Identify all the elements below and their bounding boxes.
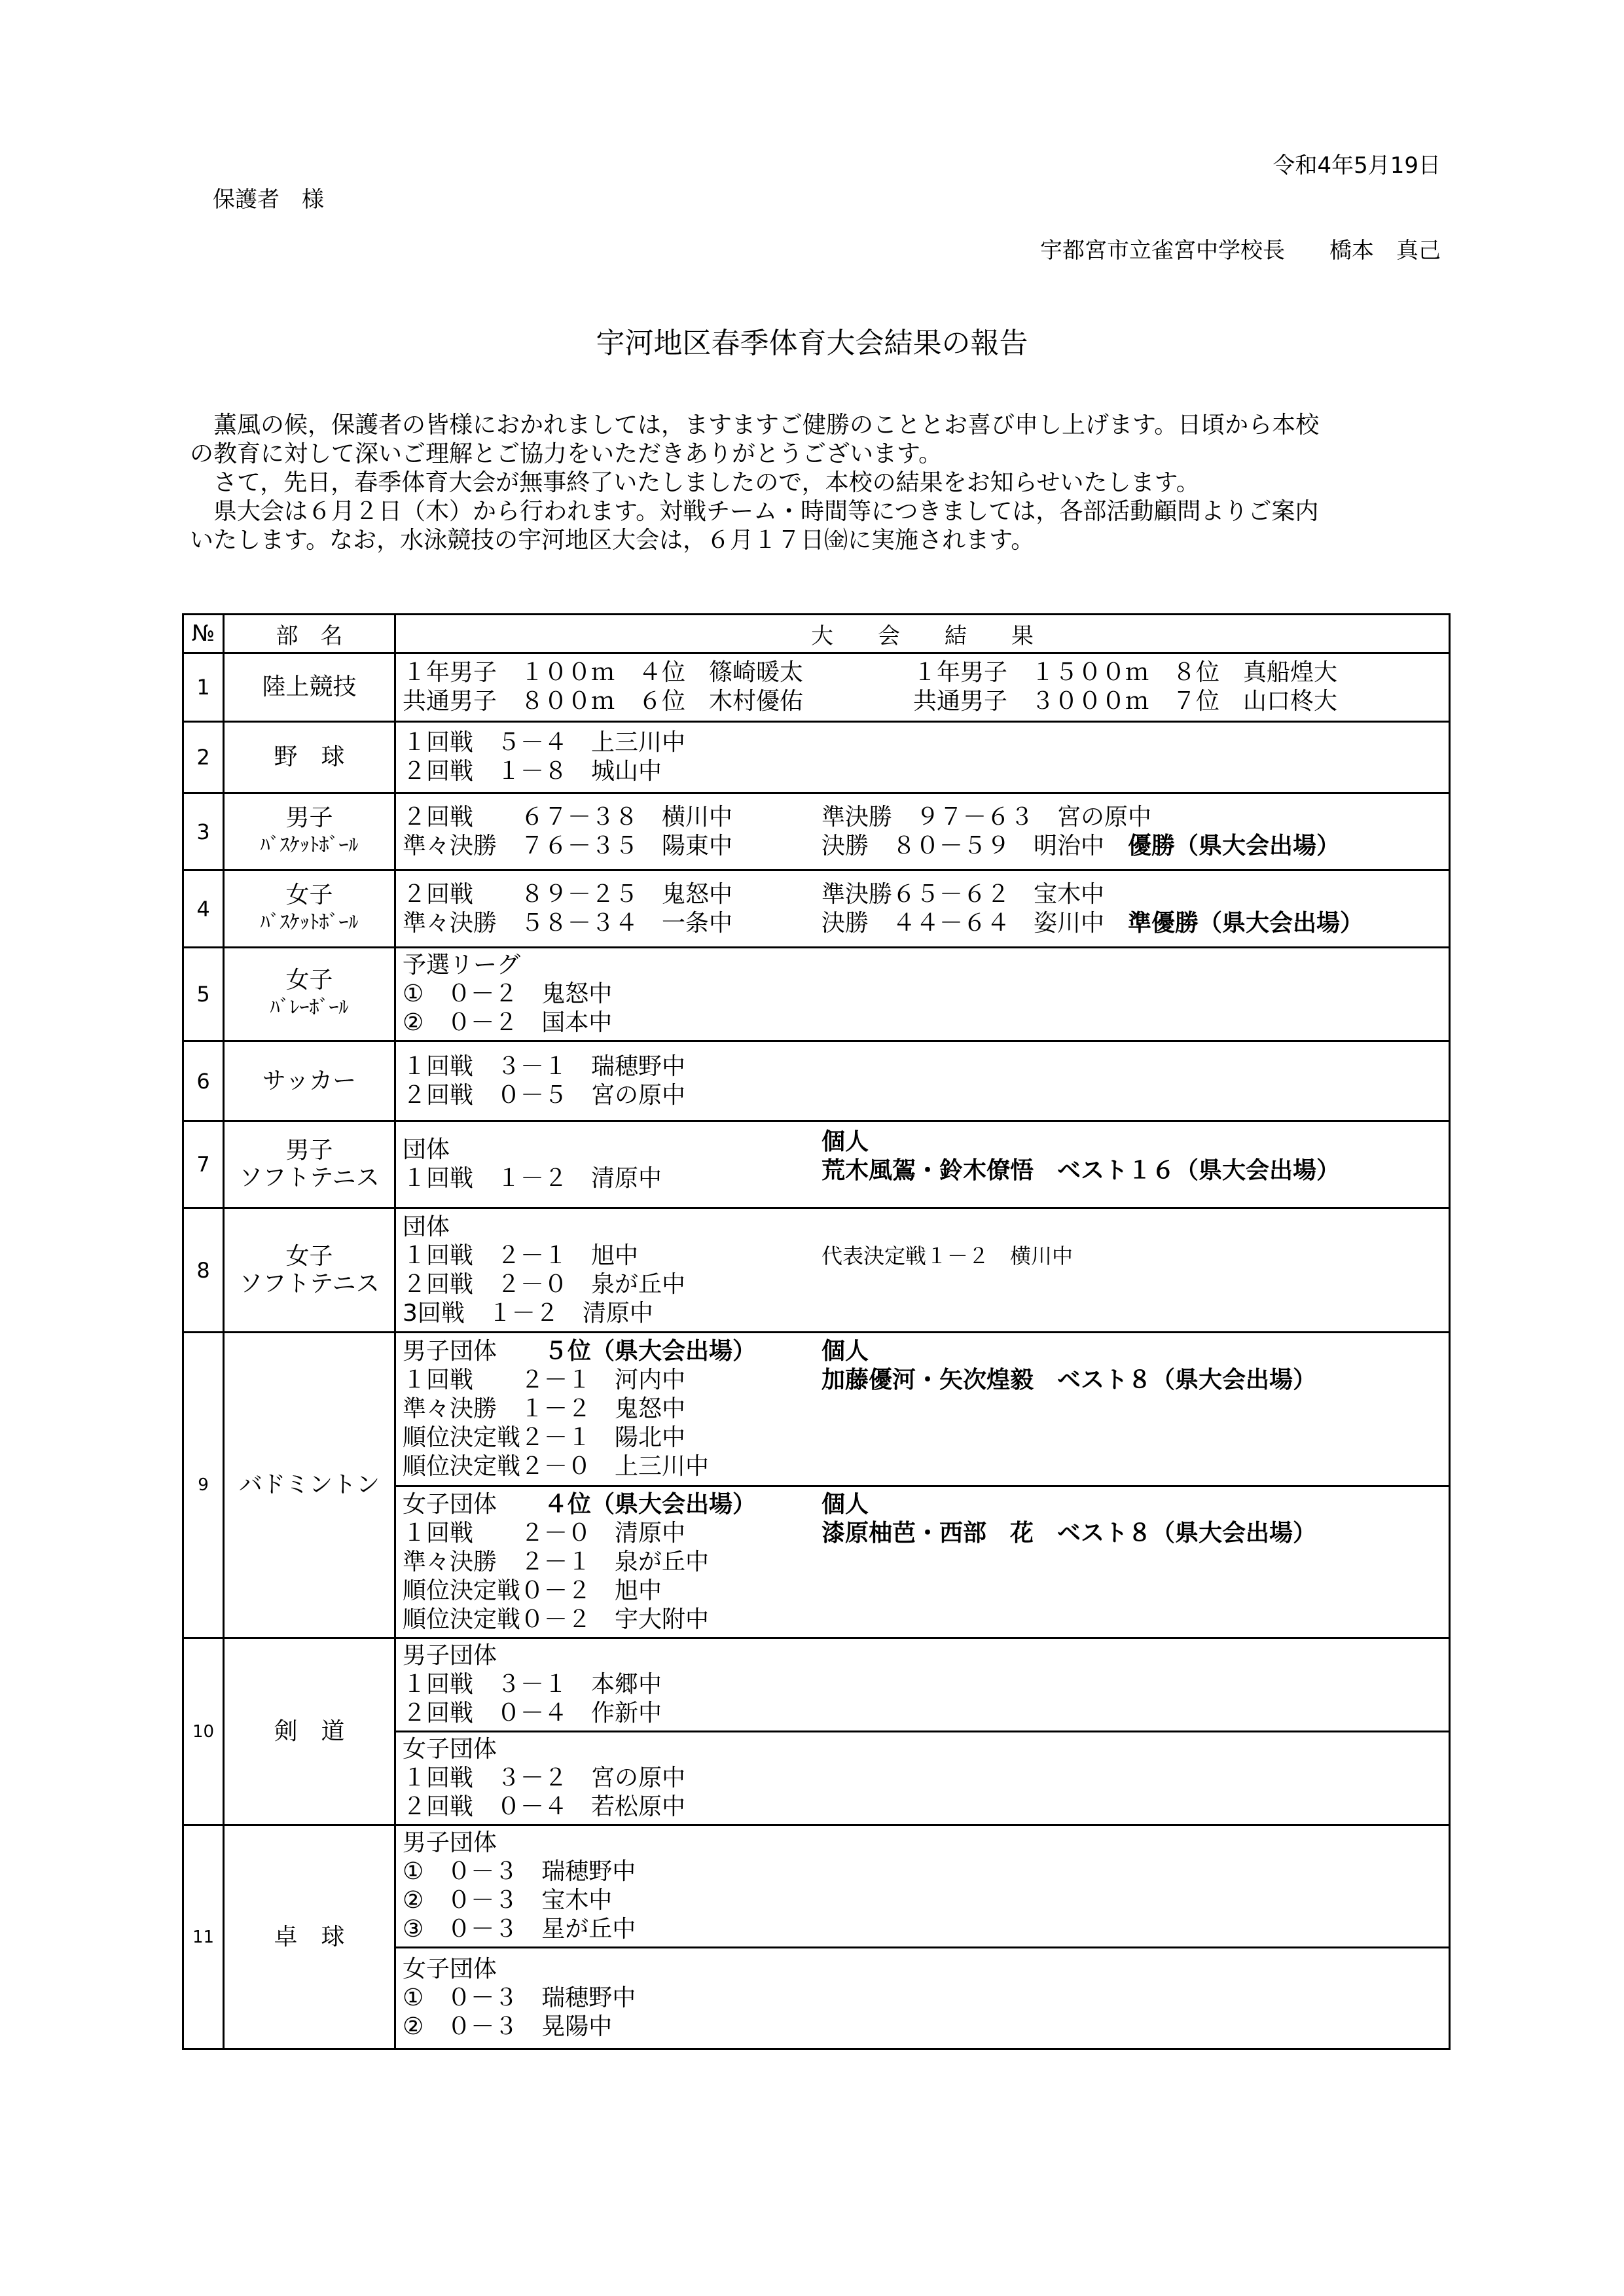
result-cell: [395, 1041, 1450, 1121]
row-number: 11: [183, 1825, 224, 2049]
result-line: １回戦 ２－１ 旭中: [403, 1242, 639, 1269]
club-name: 陸上競技: [224, 653, 395, 722]
document-title: 宇河地区春季体育大会結果の報告: [596, 327, 1028, 360]
table-row: [183, 1121, 1450, 1208]
result-line: ２回戦 ２－０ 泉が丘中: [403, 1270, 686, 1298]
club-sport: ﾊﾞｽｹｯﾄﾎﾞｰﾙ: [260, 910, 359, 934]
result-line: ２回戦 ８９－２５ 鬼怒中: [403, 880, 733, 908]
club-sport: ソフトテニス: [239, 1164, 380, 1191]
result-line: ② ０－３ 宝木中: [403, 1887, 613, 1914]
result-line: ２回戦 ６７－３８ 横川中: [403, 803, 733, 831]
result-line: １回戦 ３－２ 宮の原中: [403, 1765, 686, 1791]
paragraph-3-line-2: いたします。なお，水泳競技の宇河地区大会は，６月１７日㈮に実施されます。: [190, 527, 1035, 554]
club-gender: 男子: [285, 1137, 333, 1164]
paragraph-3-line-1: 県大会は６月２日（木）から行われます。対戦チーム・時間等につきましては，各部活動顧問よりご案内: [213, 498, 1319, 525]
result-line: 順位決定戦２－０ 上三川中: [403, 1453, 710, 1480]
table-row: [183, 1041, 1450, 1121]
result-line: １年男子 １５００ｍ ８位 真船煌大: [913, 659, 1338, 686]
individual-heading: 個人: [821, 1338, 869, 1365]
result-cell: [395, 1638, 1450, 1732]
team-heading: 女子団体: [403, 1736, 497, 1763]
row-number: 10: [183, 1638, 224, 1825]
table-row: [183, 870, 1450, 948]
result-cell: [395, 1825, 1450, 1948]
final-result: 準優勝（県大会出場）: [1128, 909, 1364, 937]
result-cell: [395, 722, 1450, 793]
team-heading: 男子団体: [403, 1829, 497, 1856]
club-gender: 女子: [285, 967, 333, 994]
row-number: 6: [183, 1041, 224, 1121]
club-name: 剣 道: [224, 1638, 395, 1825]
club-gender: 女子: [285, 1242, 333, 1270]
result-line: ① ０－３ 瑞穂野中: [403, 1984, 636, 2011]
table-row: [183, 1208, 1450, 1333]
final-result: 優勝（県大会出場）: [1128, 832, 1341, 859]
result-line: １回戦 ３－１ 本郷中: [403, 1671, 662, 1698]
results-table: [182, 613, 1451, 2050]
result-line: 共通男子 ３０００ｍ ７位 山口柊大: [913, 688, 1338, 715]
club-gender: 女子: [285, 881, 333, 908]
row-number: 7: [183, 1121, 224, 1208]
club-name: [224, 870, 395, 948]
result-line: 準決勝６５－６２ 宝木中: [821, 880, 1105, 908]
team-heading: 男子団体: [403, 1642, 497, 1669]
row-number: 1: [183, 653, 224, 722]
club-gender: 男子: [285, 804, 333, 831]
result-line: 3回戦 １－２ 清原中: [403, 1299, 653, 1327]
row-number: 2: [183, 722, 224, 793]
paragraph-1-line-1: 薫風の候，保護者の皆様におかれましては，ますますご健勝のこととお喜び申し上げます。日頃から本校: [213, 412, 1320, 439]
result-cell: [395, 1732, 1450, 1825]
result-line: ② ０－３ 晃陽中: [403, 2013, 613, 2040]
club-sport: ソフトテニス: [239, 1270, 380, 1297]
result-cell: [395, 1208, 1450, 1333]
result-line: ２回戦 １－８ 城山中: [403, 758, 662, 785]
header-result: 大 会 結 果: [395, 615, 1450, 653]
team-rank: ５位（県大会出場）: [544, 1338, 757, 1365]
result-line: ② ０－２ 国本中: [403, 1009, 613, 1036]
result-line: 予選リーグ: [403, 952, 521, 978]
table-row: [183, 1825, 1450, 1948]
result-line: 準々決勝 １－２ 鬼怒中: [403, 1395, 686, 1422]
result-line: 決勝 ４４－６４ 姿川中 準優勝（県大会出場）: [821, 909, 1364, 937]
result-cell: [395, 793, 1450, 870]
row-number: 5: [183, 948, 224, 1041]
result-line: 団体: [403, 1136, 450, 1163]
table-row: [183, 653, 1450, 722]
document-date: 令和4年5月19日: [1272, 152, 1441, 179]
result-cell: [395, 948, 1450, 1041]
individual-result: 加藤優河・矢次煌毅 ベスト８（県大会出場）: [821, 1367, 1317, 1393]
club-name: [224, 948, 395, 1041]
team-heading: 女子団体 ４位（県大会出場）: [403, 1490, 757, 1518]
club-name: 野 球: [224, 722, 395, 793]
result-cell: [395, 1121, 1450, 1208]
result-line: 順位決定戦２－１ 陽北中: [403, 1424, 686, 1451]
result-line: １回戦 １－２ 清原中: [403, 1165, 662, 1192]
club-sport: ﾊﾞﾚｰﾎﾞｰﾙ: [270, 996, 349, 1019]
club-name: バドミントン: [224, 1333, 395, 1638]
individual-heading: 個人: [821, 1490, 869, 1518]
result-line: １年男子 １００ｍ ４位 篠崎暖太: [403, 659, 804, 686]
table-row: [183, 722, 1450, 793]
result-line: 準々決勝 ２－１ 泉が丘中: [403, 1548, 710, 1575]
team-heading: 男子団体 ５位（県大会出場）: [403, 1338, 757, 1365]
table-header-row: [183, 615, 1450, 653]
result-cell: [395, 1333, 1450, 1486]
individual-heading: 個人: [821, 1128, 869, 1155]
header-no: №: [183, 615, 224, 653]
result-cell: [395, 870, 1450, 948]
result-line: １回戦 ５－４ 上三川中: [403, 729, 686, 756]
header-club: 部 名: [224, 615, 395, 653]
row-number: 3: [183, 793, 224, 870]
result-line: 準々決勝 ７６－３５ 陽東中: [403, 832, 733, 859]
result-line: １回戦 ２－０ 清原中: [403, 1519, 686, 1547]
result-line: ２回戦 ０－４ 若松原中: [403, 1793, 686, 1820]
table-row: [183, 1333, 1450, 1486]
result-line: 順位決定戦０－２ 宇大附中: [403, 1605, 710, 1633]
sender: 宇都宮市立雀宮中学校長 橋本 真己: [1040, 238, 1441, 264]
body-text: [190, 411, 1434, 555]
row-number: 9: [183, 1333, 224, 1638]
club-name: [224, 793, 395, 870]
table-row: [183, 948, 1450, 1041]
result-line: １回戦 ２－１ 河内中: [403, 1367, 686, 1393]
table-row: [183, 793, 1450, 870]
result-cell: [395, 653, 1450, 722]
representative-match: 代表決定戦１－２ 横川中: [821, 1243, 1074, 1268]
result-line: 準々決勝 ５８－３４ 一条中: [403, 909, 733, 937]
club-name: [224, 1208, 395, 1333]
result-line: ２回戦 ０－４ 作新中: [403, 1700, 662, 1727]
result-cell: [395, 1486, 1450, 1638]
table-row: [183, 1638, 1450, 1732]
result-line: 準決勝 ９７－６３ 宮の原中: [821, 803, 1152, 831]
team-heading: 女子団体: [403, 1956, 497, 1982]
result-line: ① ０－３ 瑞穂野中: [403, 1858, 636, 1885]
result-line: 団体: [403, 1213, 450, 1240]
club-name: サッカー: [224, 1041, 395, 1121]
addressee: 保護者 様: [213, 187, 324, 213]
team-rank: ４位（県大会出場）: [544, 1490, 757, 1518]
club-name: [224, 1121, 395, 1208]
result-line: ① ０－２ 鬼怒中: [403, 980, 613, 1007]
result-line: 共通男子 ８００ｍ ６位 木村優佑: [403, 688, 804, 715]
paragraph-2: さて，先日，春季体育大会が無事終了いたしましたので，本校の結果をお知らせいたします。: [213, 469, 1200, 496]
result-line: 決勝 ８０－５９ 明治中 優勝（県大会出場）: [821, 832, 1341, 859]
individual-result: 荒木風鴐・鈴木僚悟 ベスト１６（県大会出場）: [821, 1157, 1341, 1184]
result-line: ２回戦 ０－５ 宮の原中: [403, 1081, 686, 1109]
club-sport: ﾊﾞｽｹｯﾄﾎﾞｰﾙ: [260, 833, 359, 857]
individual-result: 漆原柚芭・西部 花 ベスト８（県大会出場）: [821, 1519, 1317, 1547]
result-line: １回戦 ３－１ 瑞穂野中: [403, 1052, 686, 1080]
result-cell: [395, 1948, 1450, 2049]
result-line: 順位決定戦０－２ 旭中: [403, 1577, 662, 1604]
club-name: 卓 球: [224, 1825, 395, 2049]
paragraph-1-line-2: の教育に対して深いご理解とご協力をいただきありがとうございます。: [190, 440, 943, 467]
row-number: 4: [183, 870, 224, 948]
row-number: 8: [183, 1208, 224, 1333]
result-line: ③ ０－３ 星が丘中: [403, 1916, 636, 1943]
